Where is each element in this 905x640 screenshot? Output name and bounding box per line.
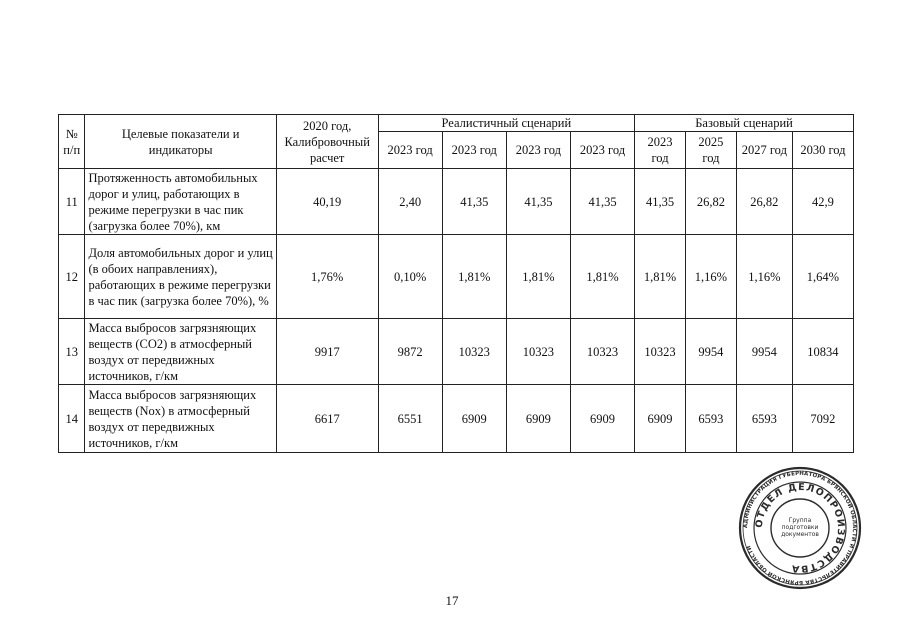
indicators-table	[58, 114, 854, 453]
row-value: 10323	[442, 319, 506, 385]
header-year: 2030 год	[792, 132, 853, 169]
row-value: 1,81%	[570, 235, 634, 319]
office-stamp-seal	[738, 466, 862, 590]
row-calibration-value: 9917	[276, 319, 378, 385]
header-base-scenario: Базовый сценарий	[635, 115, 854, 132]
row-indicator: Масса выбросов загрязняющих веществ (СО2) в атмосферный воздух от передвижных источников, г/км	[85, 319, 276, 385]
header-year: 2025 год	[685, 132, 736, 169]
row-number: 12	[59, 235, 85, 319]
stamp-center-text: документов	[781, 531, 819, 538]
row-value: 6909	[635, 385, 686, 453]
row-number: 14	[59, 385, 85, 453]
row-value: 42,9	[792, 169, 853, 235]
row-indicator: Доля автомобильных дорог и улиц (в обоих направлениях), работающих в режиме перегрузки в час пик (загрузка более 70%), %	[85, 235, 276, 319]
header-calibration: 2020 год, Калибровочный расчет	[276, 115, 378, 169]
row-value: 6593	[685, 385, 736, 453]
table-row	[59, 169, 854, 235]
header-realistic-scenario: Реалистичный сценарий	[378, 115, 635, 132]
row-value: 10323	[506, 319, 570, 385]
row-value: 9872	[378, 319, 442, 385]
stamp-lettering: ОТДЕЛ ДЕЛОПРОИЗВОДСТВА	[753, 481, 847, 575]
row-value: 10834	[792, 319, 853, 385]
row-calibration-value: 40,19	[276, 169, 378, 235]
row-value: 6551	[378, 385, 442, 453]
row-value: 26,82	[736, 169, 792, 235]
header-num: № п/п	[59, 115, 85, 169]
row-value: 1,16%	[736, 235, 792, 319]
row-value: 1,81%	[635, 235, 686, 319]
page-number: 17	[445, 593, 459, 608]
stamp-center-text: подготовки	[781, 524, 819, 531]
row-value: 7092	[792, 385, 853, 453]
row-calibration-value: 6617	[276, 385, 378, 453]
header-year: 2023 год	[635, 132, 686, 169]
row-calibration-value: 1,76%	[276, 235, 378, 319]
row-value: 0,10%	[378, 235, 442, 319]
header-year: 2023 год	[378, 132, 442, 169]
row-value: 41,35	[506, 169, 570, 235]
row-number: 13	[59, 319, 85, 385]
table-row	[59, 385, 854, 453]
row-number: 11	[59, 169, 85, 235]
header-indicator: Целевые показатели и индикаторы	[85, 115, 276, 169]
row-value: 6593	[736, 385, 792, 453]
row-value: 6909	[570, 385, 634, 453]
row-value: 1,16%	[685, 235, 736, 319]
row-value: 6909	[506, 385, 570, 453]
row-value: 41,35	[635, 169, 686, 235]
row-value: 10323	[635, 319, 686, 385]
header-year: 2027 год	[736, 132, 792, 169]
row-indicator: Масса выбросов загрязняющих веществ (Nox) в атмосферный воздух от передвижных источников, г/км	[85, 385, 276, 453]
row-value: 41,35	[570, 169, 634, 235]
row-value: 2,40	[378, 169, 442, 235]
row-value: 6909	[442, 385, 506, 453]
row-value: 1,64%	[792, 235, 853, 319]
header-row	[59, 115, 854, 132]
stamp-lettering: АДМИНИСТРАЦИЯ ГУБЕРНАТОРА БРЯНСКОЙ ОБЛАСТИ И ПРАВИТЕЛЬСТВА БРЯНСКОЙ ОБЛАСТИ	[742, 470, 858, 586]
row-value: 10323	[570, 319, 634, 385]
stamp-center-text: Группа	[788, 517, 812, 524]
row-value: 41,35	[442, 169, 506, 235]
row-value: 9954	[685, 319, 736, 385]
row-value: 9954	[736, 319, 792, 385]
header-year: 2023 год	[506, 132, 570, 169]
row-value: 26,82	[685, 169, 736, 235]
table-row	[59, 235, 854, 319]
header-year: 2023 год	[442, 132, 506, 169]
row-indicator: Протяженность автомобильных дорог и улиц, работающих в режиме перегрузки в час пик (загрузка более 70%), км	[85, 169, 276, 235]
row-value: 1,81%	[442, 235, 506, 319]
table-row	[59, 319, 854, 385]
header-year: 2023 год	[570, 132, 634, 169]
row-value: 1,81%	[506, 235, 570, 319]
